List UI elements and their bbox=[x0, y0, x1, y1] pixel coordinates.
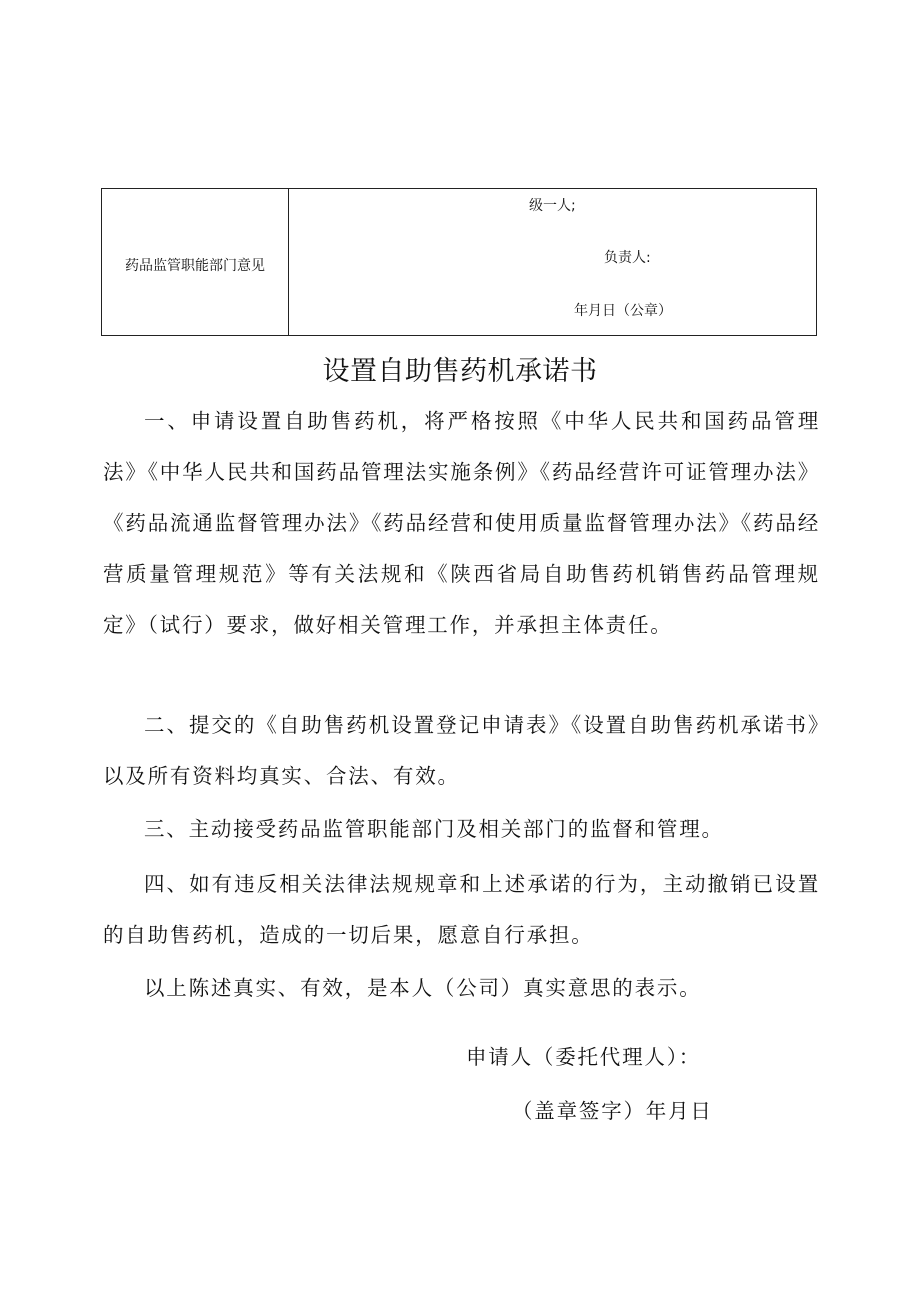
page-title: 设置自助售药机承诺书 bbox=[322, 356, 598, 387]
opinion-date-seal-line: 年月日（公章） bbox=[574, 303, 672, 319]
commitment-paragraph-1: 一、申请设置自助售药机，将严格按照《中华人民共和国药品管理法》《中华人民共和国药品管理法实施条例》《药品经营许可证管理办法》《药品流通监督管理办法》《药品经营和使用质量监督管理办法》《药品经营质量管理规范》等有关法规和《陕西省局自助售药机销售药品管理规定》（试行）要求，做好相关管理工作，并承担主体责任。 bbox=[103, 409, 820, 637]
applicant-signature-line: 申请人（委托代理人）： bbox=[466, 1045, 702, 1069]
opinion-responsible-line: 负责人: bbox=[604, 250, 651, 266]
commitment-paragraph-4: 四、如有违反相关法律法规规章和上述承诺的行为，主动撤销已设置的自助售药机，造成的一切后果，愿意自行承担。 bbox=[103, 872, 820, 947]
opinion-value-cell bbox=[289, 189, 816, 335]
opinion-label: 药品监管职能部门意见 bbox=[102, 189, 289, 335]
commitment-paragraph-3: 三、主动接受药品监管职能部门及相关部门的监督和管理。 bbox=[144, 817, 724, 841]
seal-date-line: （盖章签字）年月日 bbox=[512, 1099, 713, 1123]
commitment-paragraph-2: 二、提交的《自助售药机设置登记申请表》《设置自助售药机承诺书》以及所有资料均真实、合法、有效。 bbox=[103, 713, 820, 788]
opinion-level-line: 级一人; bbox=[529, 198, 576, 214]
regulatory-opinion-table bbox=[101, 188, 817, 336]
declaration-paragraph: 以上陈述真实、有效，是本人（公司）真实意思的表示。 bbox=[144, 976, 702, 1000]
